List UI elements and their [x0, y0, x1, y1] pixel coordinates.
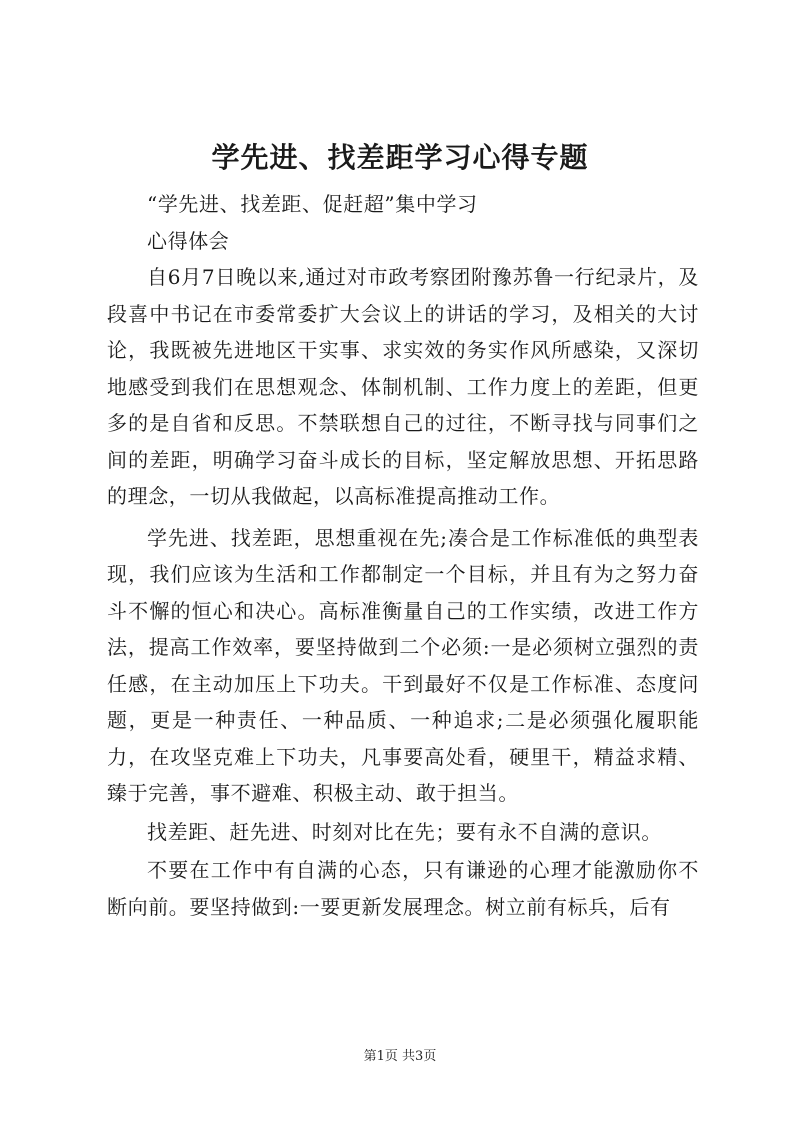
paragraph-intro: 自6月7日晚以来,通过对市政考察团附豫苏鲁一行纪录片，及段喜中书记在市委常委扩大会议上的讲话的学习，及相关的大讨论，我既被先进地区干实事、求实效的务实作风所感染，又深切地感受到我们在思想观念、体制机制、工作力度上的差距，但更多的是自省和反思。不禁联想自己的过往，不断寻找与同事们之间的差距，明确学习奋斗成长的目标，坚定解放思想、开拓思路的理念，一切从我做起，以高标准提高推动工作。: [107, 265, 699, 508]
paragraph-no-complacency: 不要在工作中有自满的心态，只有谦逊的心理才能激励你不断向前。要坚持做到:一要更新发展理念。树立前有标兵，后有: [107, 858, 699, 919]
document-title: 学先进、找差距学习心得专题: [211, 141, 589, 174]
page-footer: 第1页 共3页: [363, 1049, 437, 1064]
document-body: [107, 186, 699, 925]
paragraph-find-gap: 找差距、赶先进、时刻对比在先；要有永不自满的意识。: [147, 819, 662, 844]
paragraph-subtitle-line-1: “学先进、找差距、促赶超”集中学习: [147, 192, 478, 216]
paragraph-subtitle-line-2: 心得体会: [147, 228, 230, 253]
paragraph-learn-from-advanced: 学先进、找差距，思想重视在先;凑合是工作标准低的典型表现，我们应该为生活和工作都制定一个目标，并且有为之努力奋斗不懈的恒心和决心。高标准衡量自己的工作实绩，改进工作方法，提高工作效率，要坚持做到二个必须:一是必须树立强烈的责任感，在主动加压上下功夫。干到最好不仅是工作标准、态度问题，更是一种责任、一种品质、一种追求;二是必须强化履职能力，在攻坚克难上下功夫，凡事要高处看，硬里干，精益求精、臻于完善，事不避难、积极主动、敢于担当。: [107, 525, 699, 805]
